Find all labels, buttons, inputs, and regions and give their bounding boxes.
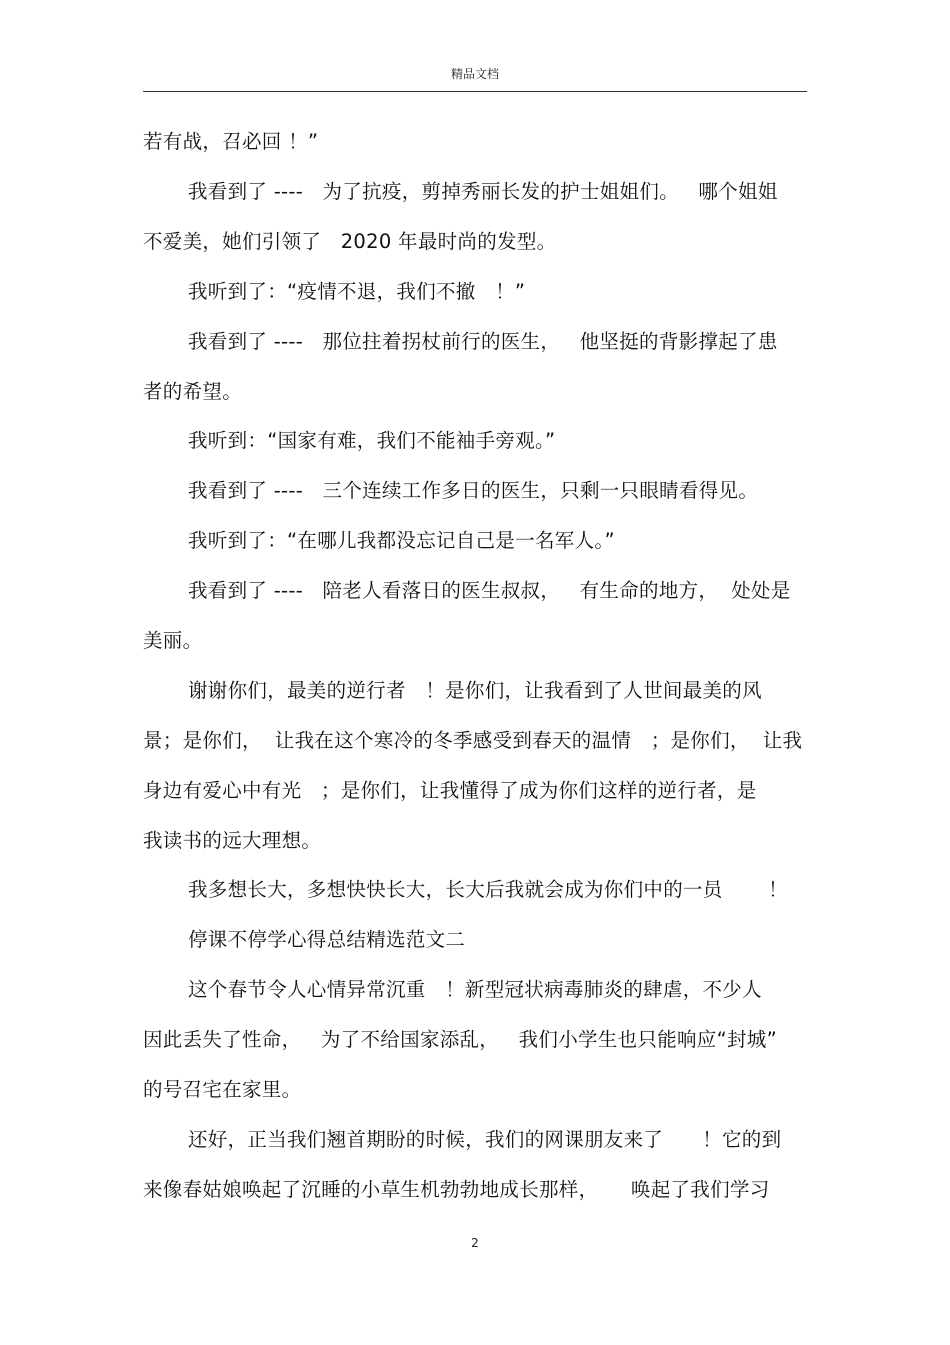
text-line: 我读书的远大理想。 <box>143 829 322 852</box>
text-line: 我多想长大，多想快快长大，长大后我就会成为你们中的一员 ！ <box>188 878 788 901</box>
section-heading: 停课不停学心得总结精选范文二 <box>188 928 466 951</box>
text-line: 我看到了 ---- 那位拄着拐杖前行的医生， 他坚挺的背影撑起了患 <box>188 330 778 353</box>
header-divider <box>143 91 807 92</box>
text-line: 我看到了 ---- 为了抗疫，剪掉秀丽长发的护士姐姐们。 哪个姐姐 <box>188 180 778 203</box>
text-line: 这个春节令人心情异常沉重 ！新型冠状病毒肺炎的肆虐，不少人 <box>188 978 762 1001</box>
text-line: 景；是你们， 让我在这个寒冷的冬季感受到春天的温情 ；是你们， 让我 <box>143 729 803 752</box>
text-line: 美丽。 <box>143 629 203 652</box>
text-line: 我听到：“国家有难，我们不能袖手旁观。” <box>188 429 556 452</box>
text-line: 若有战，召必回 ！” <box>143 130 319 153</box>
text-line: 还好，正当我们翘首期盼的时候，我们的网课朋友来了 ！它的到 <box>188 1128 782 1151</box>
text-line: 者的希望。 <box>143 380 243 403</box>
text-line: 谢谢你们，最美的逆行者 ！是你们，让我看到了人世间最美的风 <box>188 679 762 702</box>
text-line: 我听到了：“疫情不退，我们不撤 ！” <box>188 280 526 303</box>
text-line: 我看到了 ---- 三个连续工作多日的医生，只剩一只眼睛看得见。 <box>188 479 759 502</box>
page-number: 2 <box>471 1236 479 1250</box>
text-line: 的号召宅在家里。 <box>143 1078 302 1101</box>
page-header: 精品文档 <box>450 67 499 81</box>
text-line: 我听到了：“在哪儿我都没忘记自己是一名军人。” <box>188 529 615 552</box>
text-line: 不爱美，她们引领了 2020 年最时尚的发型。 <box>143 230 557 253</box>
text-line: 因此丢失了性命， 为了不给国家添乱， 我们小学生也只能响应“封城” <box>143 1028 777 1051</box>
text-line: 来像春姑娘唤起了沉睡的小草生机勃勃地成长那样， 唤起了我们学习 <box>143 1178 770 1201</box>
text-line: 我看到了 ---- 陪老人看落日的医生叔叔， 有生命的地方， 处处是 <box>188 579 791 602</box>
text-line: 身边有爱心中有光 ；是你们，让我懂得了成为你们这样的逆行者，是 <box>143 779 757 802</box>
